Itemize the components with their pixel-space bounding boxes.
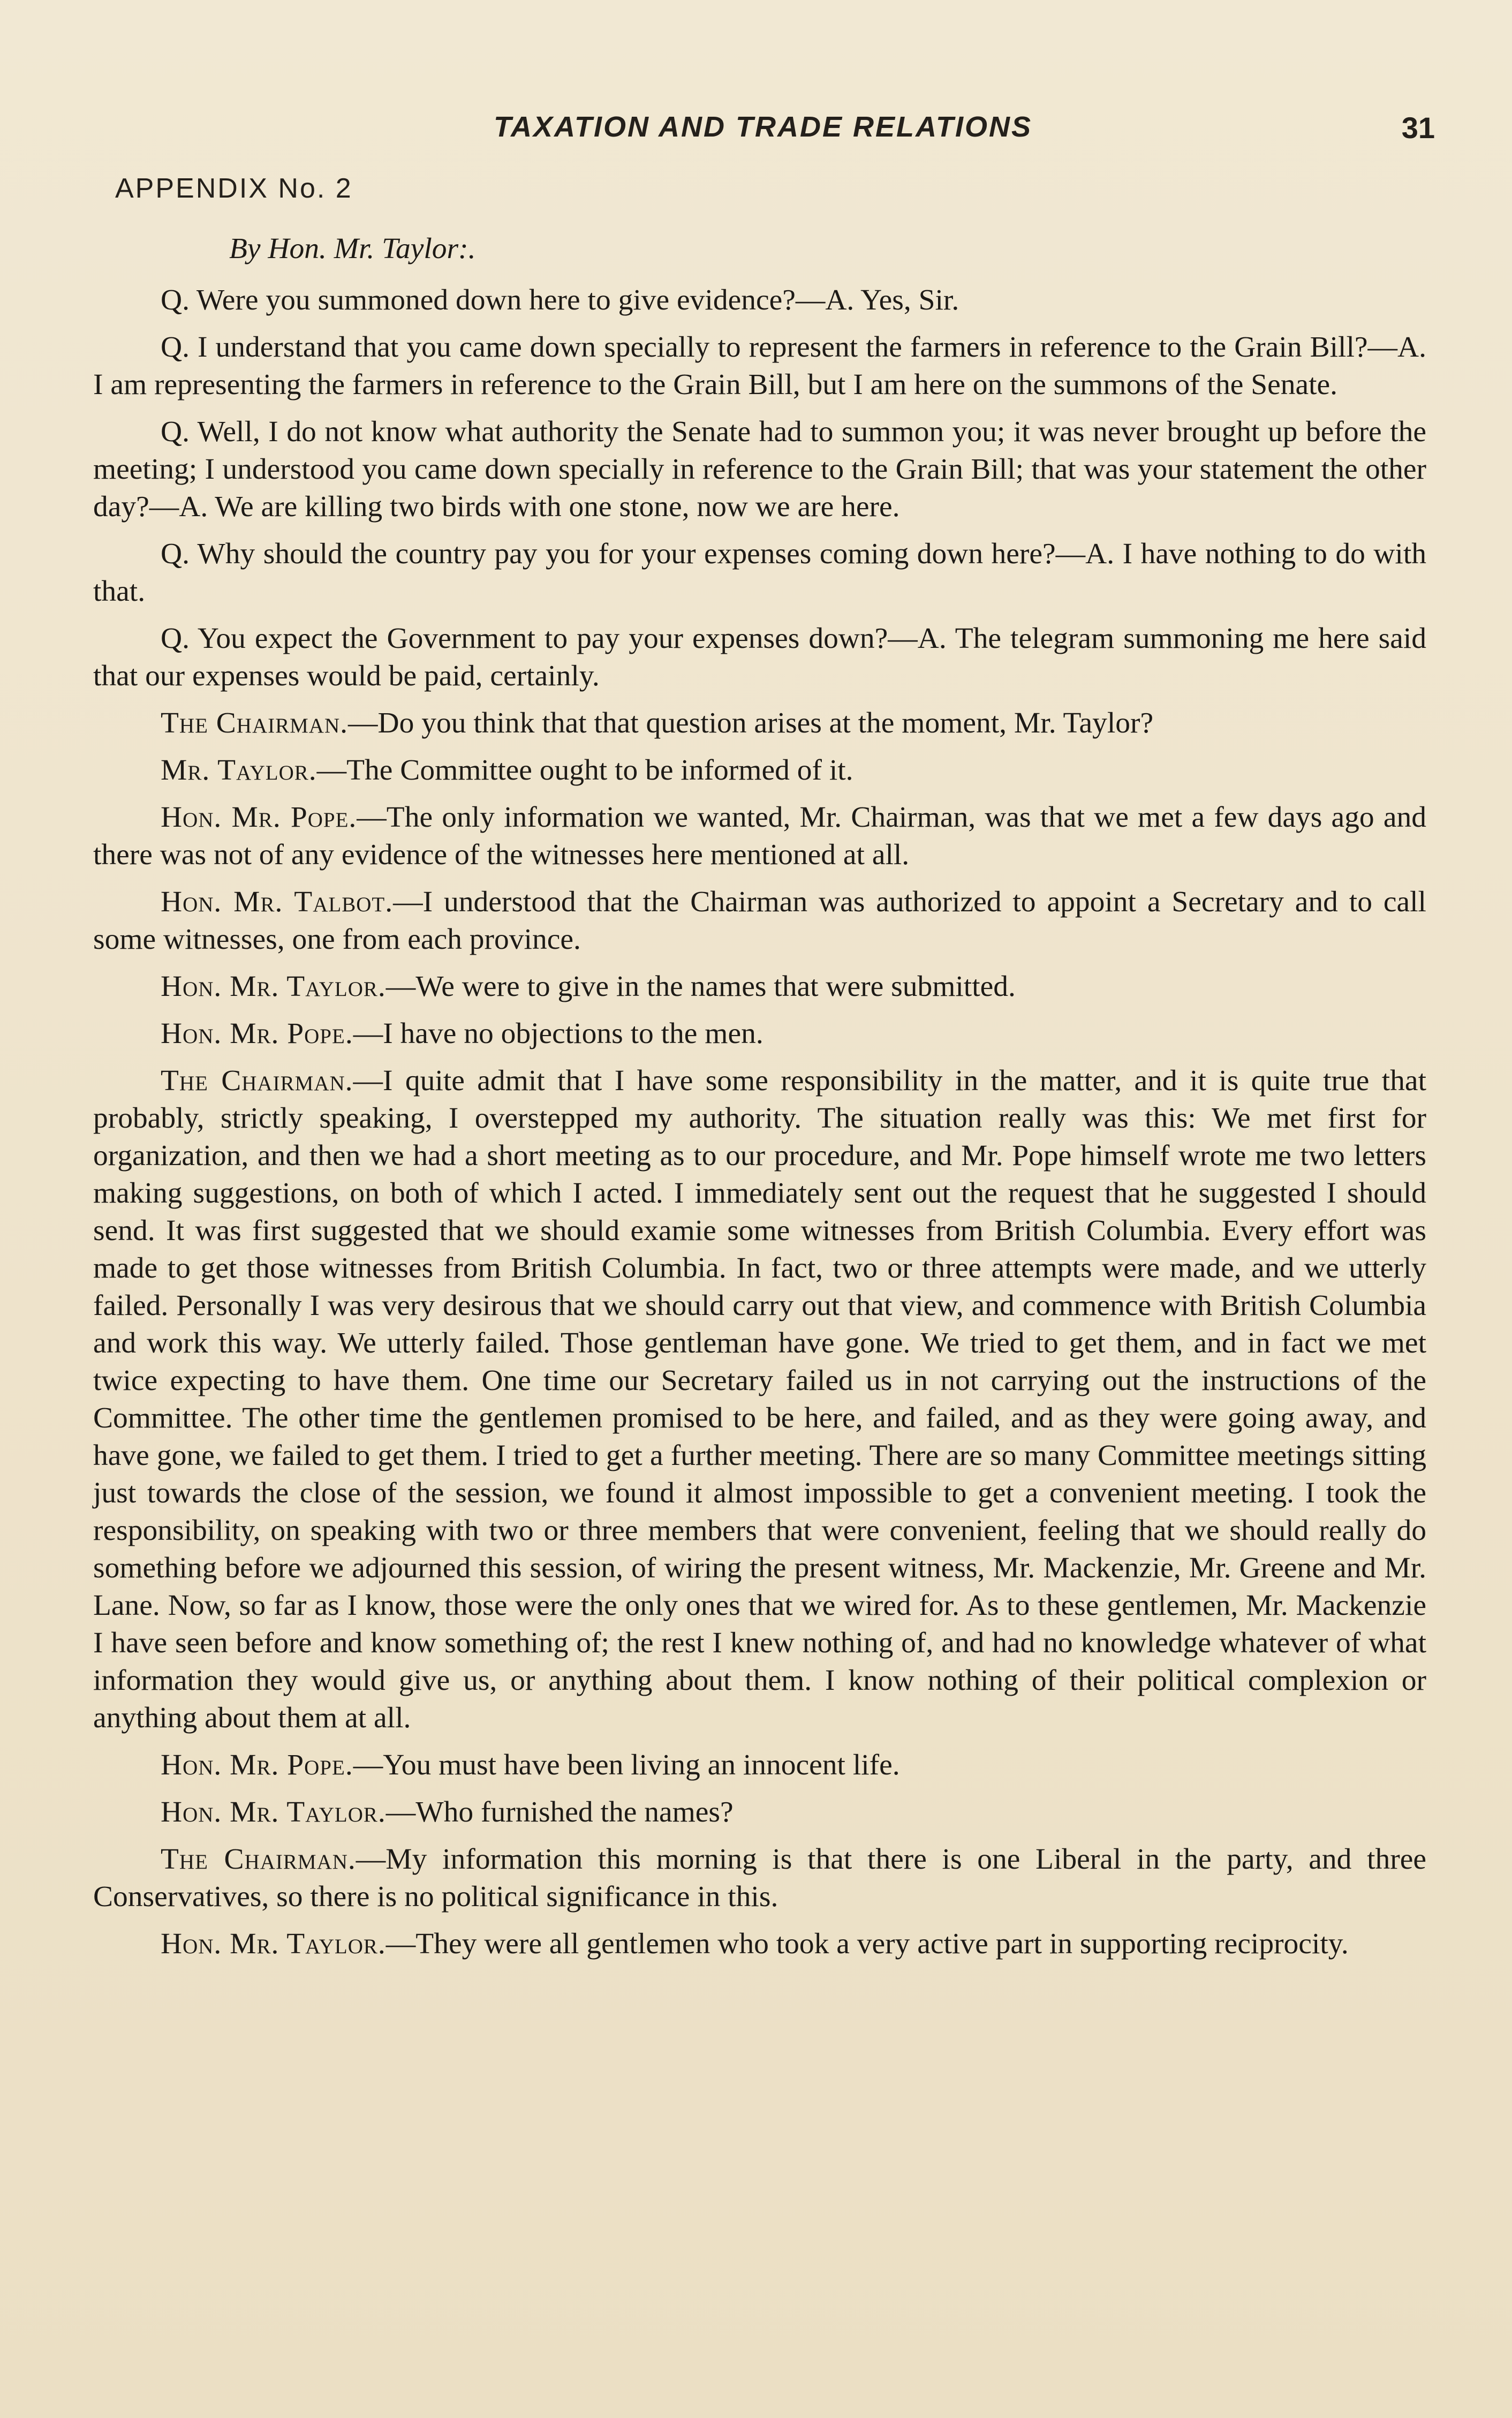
paragraph — [93, 883, 1426, 958]
paragraph — [93, 282, 1426, 319]
speaker-name: Mr. Taylor. — [161, 754, 317, 787]
paragraph-text: —My information this morning is that there is one Liberal in the party, and three Conservatives, so there is no political significance in this. — [93, 1843, 1426, 1913]
paragraph — [93, 620, 1426, 695]
speaker-name: Hon. Mr. Talbot. — [161, 886, 394, 918]
speaker-name: Hon. Mr. Taylor. — [161, 970, 386, 1003]
paragraph — [93, 329, 1426, 404]
paragraph — [93, 413, 1426, 526]
speaker-name: Hon. Mr. Pope. — [161, 1749, 353, 1781]
paragraph-text: Q. Why should the country pay you for your expenses coming down here?—A. I have nothing to do with that. — [93, 538, 1426, 608]
speaker-name: Hon. Mr. Pope. — [161, 801, 357, 834]
page-header — [91, 110, 1435, 148]
page-number: 31 — [1401, 111, 1435, 145]
paragraph-text: —Do you think that that question arises at the moment, Mr. Taylor? — [348, 707, 1154, 739]
paragraph — [93, 1841, 1426, 1916]
speaker-name: Hon. Mr. Taylor. — [161, 1796, 386, 1828]
speaker-name: The Chairman. — [161, 1843, 356, 1876]
paragraph — [93, 799, 1426, 874]
paragraph — [93, 1794, 1426, 1831]
paragraph-text: —The Committee ought to be informed of it. — [316, 754, 853, 787]
paragraph-text: —Who furnished the names? — [385, 1796, 734, 1828]
running-title: TAXATION AND TRADE RELATIONS — [494, 111, 1032, 143]
speaker-name: Hon. Mr. Pope. — [161, 1017, 353, 1050]
paragraph-text: Q. Well, I do not know what authority the Senate had to summon you; it was never brought up before the meeting; I understood you came down specially in reference to the Grain Bill; that was your statement the other day?—A. We are killing two birds with one stone, now we are here. — [93, 415, 1426, 523]
paragraph — [93, 1015, 1426, 1053]
examiner-byline: By Hon. Mr. Taylor:. — [229, 232, 476, 265]
paragraph — [93, 752, 1426, 789]
speaker-name: The Chairman. — [161, 707, 348, 739]
speaker-name: The Chairman. — [161, 1064, 353, 1097]
paragraph-text: —I understood that the Chairman was authorized to appoint a Secretary and to call some witnesses, one from each province. — [93, 886, 1426, 956]
paragraph — [93, 535, 1426, 610]
body-text — [93, 230, 1426, 1973]
paragraph-text: Q. You expect the Government to pay your expenses down?—A. The telegram summoning me here said that our expenses would be paid, certainly. — [93, 622, 1426, 692]
paragraph-text: —I quite admit that I have some responsibility in the matter, and it is quite true that probably, strictly speaking, I overstepped my authority. The situation really was this: We met first for organization, and then we had a short meeting as to our procedure, and Mr. Pope himself wrote me two letters making suggestions, on both of which I acted. I immediately sent out the request that he suggested I should send. It was first suggested that we should examie some witnesses from British Columbia. Every effort was made to get those witnesses from British Columbia. In fact, two or three attempts were made, and we utterly failed. Personally I was very desirous that we should carry out that view, and commence with British Columbia and work this way. We utterly failed. Those gentleman have gone. We tried to get them, and in fact we met twice expecting to have them. One time our Secretary failed us in not carrying out the instructions of the Committee. The other time the gentlemen promised to be here, and failed, and as they were going away, and have gone, we failed to get them. I tried to get a further meeting. There are so many Committee meetings sitting just towards the close of the session, we found it almost impossible to get a convenient meeting. I took the responsibility, on speaking with two or three members that were convenient, feeling that we should really do something before we adjourned this session, of wiring the present witness, Mr. Mackenzie, Mr. Greene and Mr. Lane. Now, so far as I know, those were the only ones that we wired for. As to these gentlemen, Mr. Mackenzie I have seen before and know something of; the rest I knew nothing of, and had no knowledge whatever of what information they would give us, or anything about them. I know nothing of their political complexion or anything about them at all. — [93, 1064, 1426, 1734]
paragraph — [93, 1747, 1426, 1784]
paragraph — [93, 968, 1426, 1006]
paragraph-text: —We were to give in the names that were submitted. — [385, 970, 1016, 1003]
paragraph-text: —The only information we wanted, Mr. Chairman, was that we met a few days ago and there was not of any evidence of the witnesses here mentioned at all. — [93, 801, 1426, 871]
paragraph-text: Q. Were you summoned down here to give evidence?—A. Yes, Sir. — [161, 284, 959, 316]
paragraph — [93, 1925, 1426, 1963]
appendix-label: APPENDIX No. 2 — [115, 173, 353, 204]
paragraph-text: —They were all gentlemen who took a very active part in supporting reciprocity. — [385, 1928, 1349, 1960]
paragraph — [93, 1062, 1426, 1737]
paragraph — [93, 705, 1426, 742]
paragraph-text: —You must have been living an innocent life. — [353, 1749, 900, 1781]
paragraph-text: Q. I understand that you came down specially to represent the farmers in reference to the Grain Bill?—A. I am representing the farmers in reference to the Grain Bill, but I am here on the summons of the Senate. — [93, 331, 1426, 401]
speaker-name: Hon. Mr. Taylor. — [161, 1928, 386, 1960]
paragraph-text: —I have no objections to the men. — [353, 1017, 763, 1050]
